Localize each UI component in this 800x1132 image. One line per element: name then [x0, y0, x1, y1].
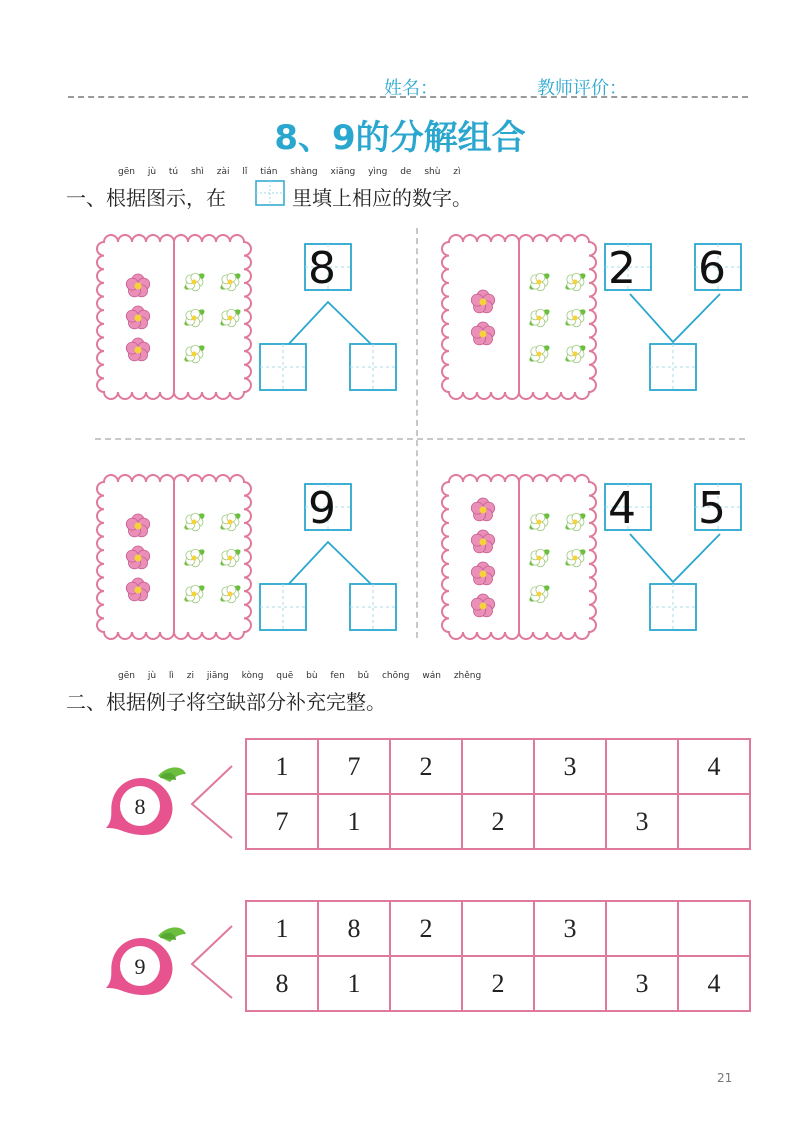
table-cell: 1	[318, 956, 390, 1011]
table-cell-blank[interactable]	[390, 956, 462, 1011]
table-cell: 3	[606, 956, 678, 1011]
table-cell: 8	[318, 901, 390, 956]
part-box-left[interactable]	[260, 584, 306, 630]
puzzle-3	[97, 475, 396, 639]
table-cell: 1	[246, 901, 318, 956]
table-cell: 4	[678, 956, 750, 1011]
section2-pinyin: gēn jù lì zi jiāng kòng quē bù fen bǔ chōng wán zhěng	[118, 671, 482, 681]
radish-number: 9	[134, 954, 146, 979]
box-digit: 2	[608, 243, 636, 294]
table-cell: 2	[462, 794, 534, 849]
table-cell-blank[interactable]	[678, 901, 750, 956]
table-cell: 2	[390, 901, 462, 956]
decomposition-table-9	[245, 900, 751, 1012]
total-box[interactable]	[650, 584, 696, 630]
table-cell: 3	[534, 901, 606, 956]
part-box-right[interactable]	[350, 344, 396, 390]
part-box-left[interactable]	[605, 483, 651, 534]
table-cell: 2	[462, 956, 534, 1011]
table-cell-blank[interactable]	[678, 794, 750, 849]
box-digit: 4	[608, 483, 636, 534]
table-cell: 4	[678, 739, 750, 794]
puzzle-1	[97, 235, 396, 399]
section1-text-after: 里填上相应的数字。	[292, 186, 472, 210]
table-cell-blank[interactable]	[462, 739, 534, 794]
box-digit: 6	[698, 243, 726, 294]
box-digit: 5	[698, 483, 726, 534]
table-cell-blank[interactable]	[606, 901, 678, 956]
table-cell: 7	[246, 794, 318, 849]
table-cell: 7	[318, 739, 390, 794]
section2-text: 二、根据例子将空缺部分补充完整。	[66, 690, 386, 714]
table-cell: 1	[246, 739, 318, 794]
total-box[interactable]	[650, 344, 696, 390]
puzzle-2	[442, 235, 741, 399]
table-cell: 3	[606, 794, 678, 849]
page-title: 8、9的分解组合	[274, 118, 526, 158]
table-cell: 2	[390, 739, 462, 794]
page-number: 21	[717, 1071, 733, 1085]
decomposition-table-8	[245, 738, 751, 850]
part-box-right[interactable]	[695, 243, 741, 294]
table-cell-blank[interactable]	[606, 739, 678, 794]
box-digit: 8	[308, 243, 336, 294]
total-box[interactable]	[305, 483, 351, 534]
teacher-evaluation-label: 教师评价：	[537, 78, 627, 99]
radish-number: 8	[134, 794, 146, 819]
box-digit: 9	[308, 483, 336, 534]
radish-8-icon	[100, 762, 240, 852]
table-cell: 1	[318, 794, 390, 849]
part-box-left[interactable]	[605, 243, 651, 294]
table-cell-blank[interactable]	[534, 794, 606, 849]
part-box-left[interactable]	[260, 344, 306, 390]
total-box[interactable]	[305, 243, 351, 294]
section1-text-before: 一、根据图示，在	[66, 186, 226, 210]
table-cell-blank[interactable]	[390, 794, 462, 849]
section1-pinyin: gēn jù tú shì zài lǐ tián shàng xiāng yìng de shù zì	[118, 167, 461, 177]
table-cell-blank[interactable]	[534, 956, 606, 1011]
table-cell: 8	[246, 956, 318, 1011]
part-box-right[interactable]	[350, 584, 396, 630]
radish-9-icon	[100, 922, 240, 1012]
name-label: 姓名：	[384, 78, 438, 99]
part-box-right[interactable]	[695, 483, 741, 534]
puzzle-4	[442, 475, 741, 639]
table-cell: 3	[534, 739, 606, 794]
table-cell-blank[interactable]	[462, 901, 534, 956]
